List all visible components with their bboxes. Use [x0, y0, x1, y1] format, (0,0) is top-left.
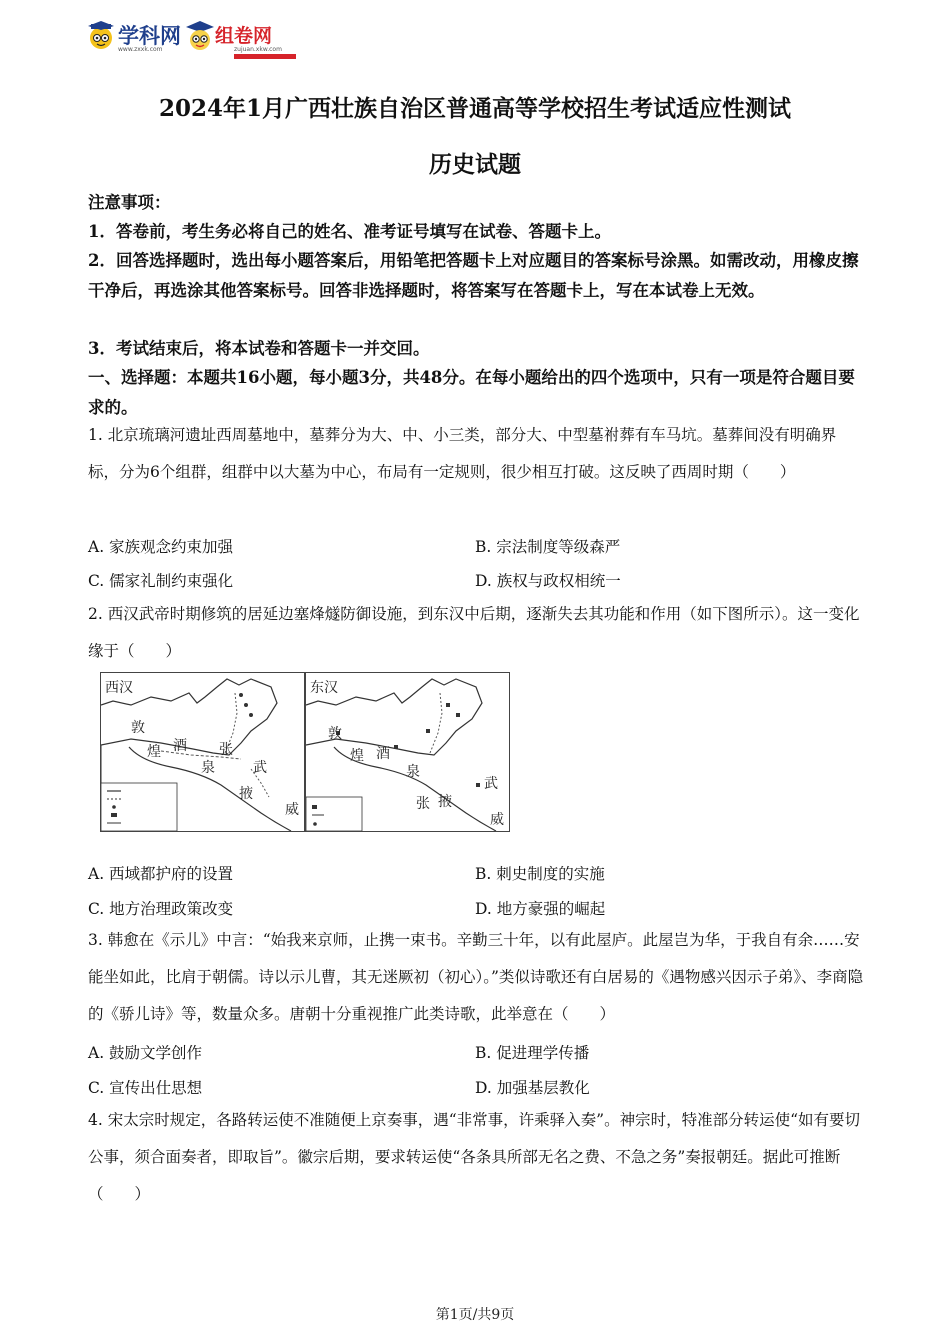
- page-number: 第1页/共9页: [435, 1307, 515, 1323]
- map-western-han-title: 西汉: [105, 680, 133, 696]
- zujuan-logo-icon: [185, 20, 215, 52]
- question-2-option-c: C. 地方治理政策改变: [88, 900, 234, 918]
- map-eastern-han-title: 东汉: [310, 680, 338, 696]
- question-1-option-b: B. 宗法制度等级森严: [475, 538, 621, 556]
- map-place-dun: 敦: [131, 720, 145, 736]
- question-3-option-a: A. 鼓励文学创作: [88, 1044, 203, 1062]
- question-1-option-d: D. 族权与政权相统一: [475, 572, 621, 590]
- map-eastern-han: [305, 672, 510, 832]
- zujuan-logo-bar: [234, 54, 296, 59]
- question-3-option-c: C. 宣传出仕思想: [88, 1079, 203, 1097]
- question-1-stem: 1. 北京琉璃河遗址西周墓地中，墓葬分为大、中、小三类，部分大、中型墓祔葬有车马坑。墓葬间没有明确界标，分为6个组群，组群中以大墓为中心，布局有一定规则，很少相互打破。这反映了西周时期（ ）: [88, 426, 837, 481]
- map-place-ye: 掖: [438, 794, 452, 810]
- map-place-ye: 掖: [239, 786, 253, 802]
- notice-line-1: 1．答卷前，考生务必将自己的姓名、准考证号填写在试卷、答题卡上。: [88, 222, 611, 241]
- notice-line-3: 3．考试结束后，将本试卷和答题卡一并交回。: [88, 339, 430, 358]
- map-place-wei: 威: [490, 812, 504, 828]
- notice-heading: 注意事项：: [88, 193, 171, 212]
- map-place-huang: 煌: [147, 744, 161, 760]
- question-1-option-a: A. 家族观念约束加强: [88, 538, 234, 556]
- map-place-dun: 敦: [328, 726, 342, 742]
- zujuan-logo-url: zujuan.xkw.com: [234, 46, 282, 53]
- question-4-stem: 4. 宋太宗时规定，各路转运使不准随便上京奏事，遇“非常事，许乘驿入奏”。神宗时，特准部分转运使“如有要切公事，须合面奏者，即取旨”。徽宗后期，要求转运使“各条具所部无名之费、不急之务”奏报朝廷。据此可推断（ ）: [88, 1111, 860, 1203]
- map-place-jiu: 酒: [173, 738, 187, 754]
- question-3-option-b: B. 促进理学传播: [475, 1044, 590, 1062]
- section-heading: 一、选择题：本题共16小题，每小题3分，共48分。在每小题给出的四个选项中，只有一项是符合题目要求的。: [88, 368, 855, 417]
- exam-subject: 历史试题: [429, 151, 521, 178]
- map-place-zhang: 张: [416, 796, 430, 812]
- question-2-option-b: B. 刺史制度的实施: [475, 865, 605, 883]
- question-1-option-c: C. 儒家礼制约束强化: [88, 572, 234, 590]
- zujuan-logo-text: 组卷网: [215, 24, 273, 47]
- map-place-huang: 煌: [350, 748, 364, 764]
- map-place-wu: 武: [253, 760, 267, 776]
- map-place-wei: 威: [285, 802, 299, 818]
- map-place-jiu: 酒: [376, 746, 390, 762]
- xueke-logo-url: www.zxxk.com: [118, 46, 163, 53]
- question-3-stem: 3. 韩愈在《示儿》中言：“始我来京师，止携一束书。辛勤三十年，以有此屋庐。此屋岂为华，于我自有余……安能坐如此，比肩于朝儒。诗以示儿曹，其无迷厥初（初心）。”类似诗歌还有白居易的《遇物感兴因示子弟》、李商隐的《骄儿诗》等，数量众多。唐朝十分重视推广此类诗歌，此举意在（ ）: [88, 931, 864, 1023]
- map-place-zhang: 张: [219, 742, 233, 758]
- exam-title: 2024年1月广西壮族自治区普通高等学校招生考试适应性测试: [158, 95, 792, 122]
- question-2-option-d: D. 地方豪强的崛起: [475, 900, 606, 918]
- map-place-quan: 泉: [201, 760, 215, 776]
- xueke-logo-text: 学科网: [118, 23, 181, 48]
- question-3-option-d: D. 加强基层教化: [475, 1079, 590, 1097]
- header-logos: [86, 14, 282, 58]
- question-2-stem: 2. 西汉武帝时期修筑的居延边塞烽燧防御设施，到东汉中后期，逐渐失去其功能和作用（如下图所示）。这一变化缘于（ ）: [88, 605, 860, 660]
- xueke-logo-icon: [86, 21, 116, 51]
- map-place-wu: 武: [484, 776, 498, 792]
- question-2-option-a: A. 西域都护府的设置: [88, 865, 234, 883]
- map-western-han: [100, 672, 305, 832]
- map-place-quan: 泉: [406, 764, 420, 780]
- notice-line-2: 2．回答选择题时，选出每小题答案后，用铅笔把答题卡上对应题目的答案标号涂黑。如需改动，用橡皮擦干净后，再选涂其他答案标号。回答非选择题时，将答案写在答题卡上，写在本试卷上无效。: [88, 251, 859, 300]
